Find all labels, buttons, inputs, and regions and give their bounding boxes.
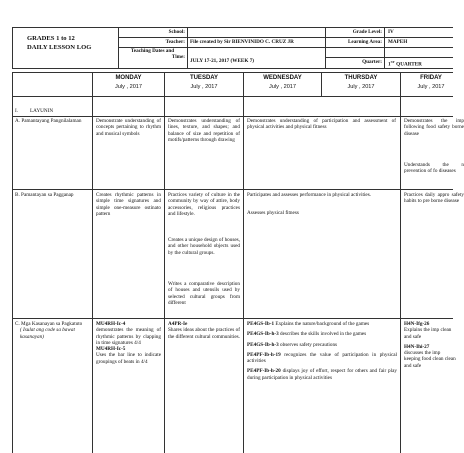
- row-b-friday: Practices daily appro safety habits to pre borne disease: [404, 192, 464, 205]
- header-hline-1: [118, 37, 453, 38]
- teacher-label: Teacher:: [165, 39, 185, 45]
- row-c-label-text: C. Mga Kasanayan sa Pagkatuto: [15, 321, 83, 327]
- wt-code-3: PE4GS-Ib-h-3: [247, 341, 279, 348]
- row-a-bottom-line: [12, 189, 453, 190]
- row-c-tuesday: [168, 321, 240, 340]
- days-top-line: [12, 72, 453, 73]
- monday-code-1: MU4RH-Ic-4: [96, 321, 126, 327]
- quarter-word: QUARTER: [394, 61, 422, 68]
- wt-code-4: PE4PF-Ib-h-19: [247, 351, 281, 358]
- wt-code-5: PE4PF-Ib-h-20: [247, 368, 281, 375]
- date-tuesday: July , 2017: [190, 84, 218, 90]
- monday-code-2: MU4RH-Ic-5: [96, 346, 126, 353]
- tuesday-code: A4PR-Ie: [168, 321, 188, 327]
- row-b-bottom-line: [12, 318, 453, 319]
- friday-text-1: Explains the imp clean and safe: [404, 327, 452, 340]
- day-thursday: THURSDAY: [344, 75, 378, 81]
- row-a-monday: Demonstrate understanding of concepts pertaining to rhythm and musical symbols: [96, 118, 161, 137]
- row-a-friday-2: Understands the n prevention of fo diseases: [404, 162, 464, 175]
- date-wednesday: July , 2017: [268, 84, 297, 90]
- wt-text-5: displays joy of effort, respect for others and fair play during participation in physical activities: [247, 368, 397, 381]
- quarter-number: 1: [388, 61, 391, 68]
- row-a-friday-1: Demonstrates the imp following food safety borne disease: [404, 118, 464, 137]
- row-a-wed-thu: Demonstrates understanding of participation and assessment of physical activities and physical fitness: [247, 118, 396, 131]
- tuesday-text: Shares ideas about the practices of the different cultural communities.: [168, 327, 240, 340]
- wt-item-5: [247, 368, 397, 381]
- teacher-value: File created by Sir BIENVINIDO C. CRUZ JR: [190, 39, 294, 45]
- row-a-tuesday: Demonstrates understanding of lines, texture, and shapes; and balance of size and repetition of motifs/patterns through drawing: [168, 118, 240, 143]
- monday-text-1: demonstrates the meaning of rhythmic patterns by clapping in time signatures 4/4: [96, 327, 161, 346]
- wt-text-2: describes the skills involved in the games: [278, 331, 367, 338]
- row-a-label: A. Pamantayang Pangnilalaman: [15, 118, 82, 124]
- section-number: I.: [15, 108, 19, 114]
- row-c-label-note: ( Isulat ang code sa bawat kasanayan): [20, 327, 75, 340]
- header-title: [27, 34, 127, 52]
- dates-label: [120, 48, 185, 61]
- section-label: LAYUNIN: [30, 108, 54, 114]
- header-hline-3: [325, 57, 453, 58]
- row-b-tuesday-2: Creates a unique design of houses, and other household objects used by the cultural groups.: [168, 237, 240, 256]
- date-thursday: July , 2017: [347, 84, 375, 90]
- date-monday: July , 2017: [114, 84, 143, 90]
- row-b-wed-thu-2: Assesses physical fitness: [247, 210, 299, 216]
- day-friday: FRIDAY: [420, 75, 442, 81]
- grid-vline-a: [92, 72, 93, 453]
- row-c-label: [15, 321, 91, 340]
- days-bottom-line: [12, 96, 453, 97]
- dates-label-line1: Teaching Dates and: [130, 48, 175, 54]
- grade-label: Grade Level:: [352, 29, 382, 35]
- row-b-tuesday-1: Practices variety of culture in the community by way of attire, body accessories, religious practices and lifestyle.: [168, 192, 240, 217]
- wt-code-1: PE4GS-Ib-1: [247, 321, 275, 327]
- wt-item-3: [247, 342, 397, 348]
- row-c-wed-thu: [247, 321, 397, 381]
- row-b-tuesday-3: Writes a comparative description of houses and utensils used by selected cultural groups from different: [168, 281, 240, 306]
- header-vline-2: [187, 27, 188, 69]
- row-b-wed-thu-1: Participates and assesses performance in physical activities.: [247, 192, 372, 198]
- grid-left-line: [12, 72, 13, 453]
- school-label: School:: [168, 29, 185, 35]
- dates-label-line2: Time:: [171, 54, 185, 61]
- wt-text-1: Explains the nature/background of the games: [274, 321, 370, 327]
- row-b-label: B. Pamantayan sa Pagganap: [15, 192, 74, 198]
- monday-text-2: Uses the bar line to indicate groupings of beats in 4/4: [96, 352, 161, 365]
- friday-text-2: discusses the imp keeping food clean clean and safe: [404, 350, 456, 369]
- row-b-monday: Creates rhythmic patterns in simple time signatures and simple one-measure ostinato pattern: [96, 192, 161, 217]
- row-c-friday: [404, 321, 456, 369]
- quarter-label: Quarter:: [362, 59, 382, 65]
- day-wednesday: WEDNESDAY: [263, 75, 302, 81]
- grid-vline-e: [400, 72, 401, 453]
- row-c-monday: [96, 321, 161, 365]
- wt-item-1: [247, 321, 397, 327]
- quarter-value: [388, 59, 453, 68]
- date-friday: July , 2017: [417, 84, 445, 90]
- header-vline-4: [384, 27, 385, 69]
- dates-value: JULY 17-21, 2017 (WEEK 7): [190, 58, 255, 64]
- day-monday: MONDAY: [115, 75, 142, 81]
- friday-code-2: H4N-Ihi-27: [404, 343, 430, 350]
- quarter-suffix: ST: [390, 60, 395, 64]
- grid-vline-b: [164, 72, 165, 453]
- header-vline-3: [325, 27, 326, 69]
- wt-text-4: recognizes the value of participation in physical activities: [247, 351, 397, 365]
- grade-value: IV: [388, 29, 394, 35]
- area-value: MAPEH: [388, 39, 408, 45]
- friday-code-1: H4N-Ifg-26: [404, 321, 430, 327]
- header-title-line2: DAILY LESSON LOG: [27, 44, 92, 51]
- wt-item-2: [247, 331, 397, 337]
- wt-text-3: observes safety precautions: [278, 341, 338, 348]
- day-tuesday: TUESDAY: [189, 75, 219, 81]
- wt-item-4: [247, 352, 397, 365]
- grid-vline-c: [243, 72, 244, 453]
- wt-code-2: PE4GS-Ib-h-3: [247, 331, 279, 338]
- header-vline-1: [118, 27, 119, 69]
- section-line: [12, 116, 453, 117]
- area-label: Learning Area:: [347, 39, 382, 45]
- header-title-line1: GRADES 1 to 12: [27, 35, 75, 42]
